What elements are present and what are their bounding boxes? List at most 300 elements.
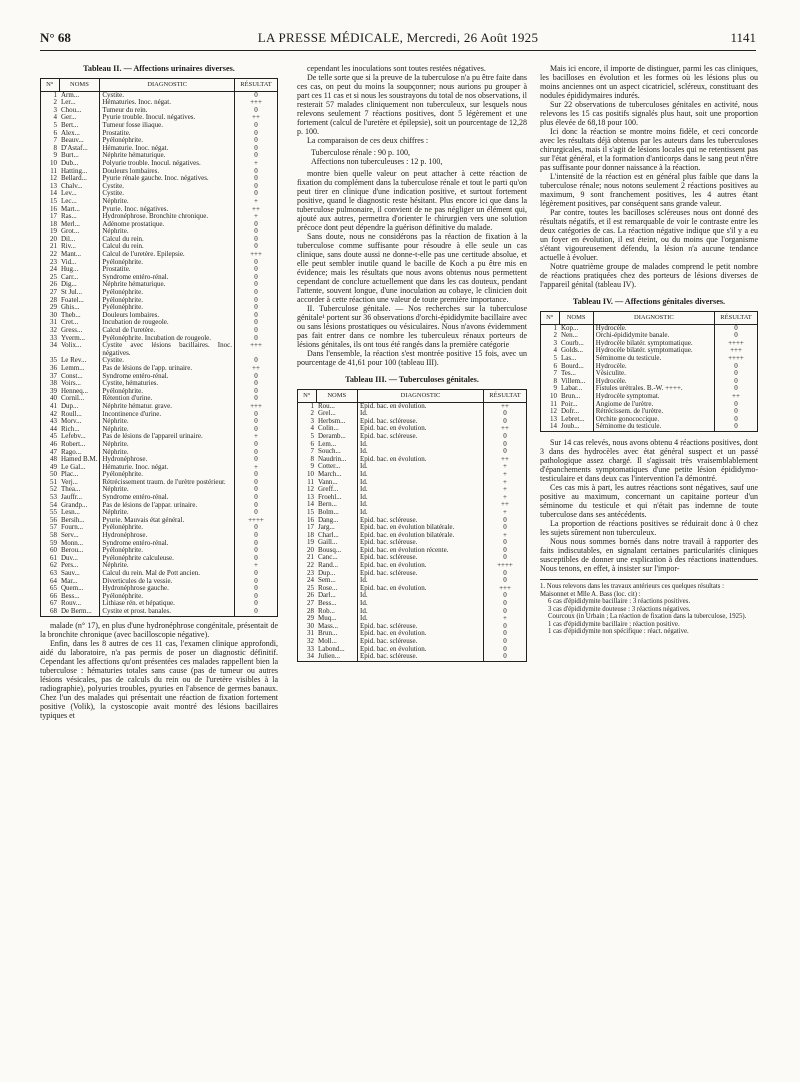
patient-name: Villem... xyxy=(561,376,586,385)
paragraph: Mais ici encore, il importe de distinguer, parmi les cas cliniques, les bacilloses en évolution et les formes où les lésions plus ou moins anciennes ont un aspect cicatriciel, scléreux, constituant des nodules épididymaires indurés. xyxy=(540,64,758,100)
result: 0 xyxy=(715,401,758,409)
row-number: 5 xyxy=(553,353,557,362)
quote-line: Tuberculose rénale : 90 p. 100, xyxy=(311,148,411,157)
row-number: 13 xyxy=(307,492,314,501)
diagnosis: Pyélonéphrite. xyxy=(100,289,235,297)
table-row xyxy=(541,423,757,431)
result: ++++ xyxy=(484,562,527,570)
patient-name: Lesn... xyxy=(61,508,80,517)
result: 0 xyxy=(235,243,278,251)
running-header xyxy=(40,30,756,51)
diagnosis: Néphrite. xyxy=(100,198,235,206)
result: + xyxy=(235,562,278,570)
patient-name: Morv... xyxy=(61,417,82,426)
patient-name: Julien... xyxy=(318,652,340,661)
diagnosis: Néphrite. xyxy=(100,486,235,494)
diagnosis: Epid. bac. scléreuse. xyxy=(358,623,484,631)
patient-name: Darl... xyxy=(318,591,336,600)
patient-name: Carr... xyxy=(61,272,79,281)
column-1-text xyxy=(40,621,278,720)
result: 0 xyxy=(235,388,278,396)
diagnosis: Epid. bac. scléreuse. xyxy=(358,418,484,426)
diagnosis: Cystite. xyxy=(100,183,235,191)
result: 0 xyxy=(235,168,278,176)
patient-name: Theb... xyxy=(61,310,81,319)
row-number: 31 xyxy=(50,318,57,327)
page-number: 1141 xyxy=(730,30,756,45)
row-number: 43 xyxy=(50,417,57,426)
diagnosis: Hydrocèle. xyxy=(593,363,714,371)
result: 0 xyxy=(235,266,278,274)
journal-title: LA PRESSE MÉDICALE, Mercredi, 26 Août 1925 xyxy=(257,30,539,45)
footnote-line: 3 cas d'épididymite douteuse : 3 réactions négatives. xyxy=(548,605,691,613)
patient-name: Labar... xyxy=(561,384,583,393)
row-number: 4 xyxy=(310,424,314,433)
patient-name: Charl... xyxy=(318,530,339,539)
paragraph: cependant les inoculations sont toutes restées négatives. xyxy=(307,64,486,73)
diagnosis: Epid. bac. en évolution. xyxy=(358,425,484,433)
diagnosis: Hématuries. Inoc. négat. xyxy=(100,99,235,107)
result: ++ xyxy=(235,206,278,214)
table-4 xyxy=(540,311,758,432)
diagnosis: Cystite. xyxy=(100,357,235,365)
patient-name: Bourd... xyxy=(561,361,584,370)
table-row xyxy=(41,608,277,616)
diagnosis: Néphrite. xyxy=(100,509,235,517)
row-number: 12 xyxy=(550,407,557,416)
column-3-text-top xyxy=(540,64,758,289)
quote-line: Affections non tuberculeuses : 12 p. 100, xyxy=(311,157,443,166)
diagnosis: Pyurie. Inoc. négatives. xyxy=(100,206,235,214)
result: 0 xyxy=(484,524,527,532)
patient-name: Bess... xyxy=(318,599,337,608)
row-number: 8 xyxy=(553,376,557,385)
patient-name: Ras... xyxy=(61,212,77,221)
patient-name: Vann... xyxy=(318,477,338,486)
row-number: 44 xyxy=(50,424,57,433)
row-number: 4 xyxy=(553,346,557,355)
table-2 xyxy=(40,78,278,617)
patient-name: Rou... xyxy=(318,401,335,410)
result: +++ xyxy=(484,585,527,593)
result: + xyxy=(484,615,527,623)
patient-name: Dofr... xyxy=(561,407,580,416)
paragraph: Ici donc la réaction se montre moins fidèle, et ceci concorde avec les résultats déjà obtenus par les auteurs dans les tuberculoses chirurgicales, mais il s'agit de lésions locales qui ne retentissent pas sur l'état général, et la formation d'anticorps dans le sang peut n'être pas suffisante pour donner naissance à la réaction. xyxy=(540,127,758,172)
patient-name: Brun... xyxy=(318,629,338,638)
table-3-title: Tableau III. — Tuberculoses génitales. xyxy=(345,375,479,384)
paragraph: Enfin, dans les 8 autres de ces 11 cas, l'examen clinique approfondi, aidé du laboratoire, n'a pas permis de poser un diagnostic définitif. Cependant les affections qu'ont présentées ces malades rappellent bien la tuberculose : hématuries totales sans cause (pas de tumeur ou autres lésions vésicales, pas de calculs du rein ou de l'uretère visibles à la radiographie), polyuries troubles, pyuries en l'absence de germes banaux. Chez l'un des malades qui présentait une réaction de fixation fortement positive (Volik), la cystoscopie avait montré des lésions bacillaires typiques et xyxy=(40,638,278,720)
result: ++ xyxy=(235,114,278,122)
result: + xyxy=(484,509,527,517)
result: 0 xyxy=(235,555,278,563)
diagnosis: Cystite, hématuries. xyxy=(100,380,235,388)
row-number: 24 xyxy=(307,576,314,585)
result: 0 xyxy=(715,370,758,378)
diagnosis: Syndrome entéro-rénal. xyxy=(100,274,235,282)
table-3 xyxy=(297,389,527,662)
diagnosis: Calcul du rein. Mal de Pott ancien. xyxy=(100,570,235,578)
paragraph: Ces cas mis à part, les autres réactions sont négatives, sauf une positive au maximum, concernant un capitaine porteur d'un séminome du testicule et qui n'était pas indemne de toute tuberculose dans ses antécédents. xyxy=(540,482,758,519)
result: 0 xyxy=(484,608,527,616)
patient-name: Roull... xyxy=(61,409,82,418)
row-number: 3 xyxy=(310,416,314,425)
row-number: 48 xyxy=(50,455,57,464)
diagnosis: Pyélonéphrite. xyxy=(100,297,235,305)
result: 0 xyxy=(235,578,278,586)
patient-name: Joub... xyxy=(561,422,580,431)
result: 0 xyxy=(235,509,278,517)
result: + xyxy=(235,198,278,206)
diagnosis: Calcul du rein. xyxy=(100,236,235,244)
result: 0 xyxy=(235,183,278,191)
diagnosis: Epid. bac. scléreuse. xyxy=(358,554,484,562)
diagnosis: Id. xyxy=(358,441,484,449)
row-number: 33 xyxy=(50,333,57,342)
result: 0 xyxy=(235,312,278,320)
row-number: 15 xyxy=(50,196,57,205)
patient-name: Verj... xyxy=(61,477,78,486)
row-number: 38 xyxy=(50,379,57,388)
result: 0 xyxy=(484,547,527,555)
diagnosis: Epid. bac. scléreuse. xyxy=(358,539,484,547)
row-number: 9 xyxy=(53,151,57,160)
row-number: 51 xyxy=(50,477,57,486)
patient-name: Froehl... xyxy=(318,492,342,501)
row-number: 19 xyxy=(50,227,57,236)
diagnosis: Adénome prostatique. xyxy=(100,221,235,229)
result: 0 xyxy=(235,130,278,138)
diagnosis: Pas de lésions de l'appareil urinaire. xyxy=(100,433,235,441)
diagnosis: Néphrite hématur. grave. xyxy=(100,403,235,411)
patient-name: Bellard... xyxy=(61,174,87,183)
diagnosis: Séminome du testicule. xyxy=(593,355,714,363)
patient-name: Poir... xyxy=(561,399,578,408)
diagnosis: Id. xyxy=(358,592,484,600)
paragraph: L'intensité de la réaction est en général plus faible que dans la tuberculose rénale; nous notons seulement 2 réactions positives au maximum, 9 sont franchement positives, les 4 autres étant légèrement positives, par conséquent sans grande valeur. xyxy=(540,172,758,208)
diagnosis: Epid. bac. en évolution. xyxy=(358,562,484,570)
diagnosis: Lithiase rén. et hépatique. xyxy=(100,600,235,608)
patient-name: Cret... xyxy=(61,318,79,327)
patient-name: Dub... xyxy=(61,158,79,167)
patient-name: Naudrin... xyxy=(318,454,347,463)
row-number: 16 xyxy=(307,515,314,524)
patient-name: Tes... xyxy=(561,369,576,378)
patient-name: Rob... xyxy=(318,606,335,615)
result: 0 xyxy=(235,585,278,593)
result: 0 xyxy=(235,274,278,282)
result: 0 xyxy=(484,441,527,449)
row-number: 1 xyxy=(53,90,57,99)
table-header-cell: RÉSULTAT xyxy=(715,312,758,324)
row-number: 3 xyxy=(53,105,57,114)
row-number: 40 xyxy=(50,394,57,403)
row-number: 8 xyxy=(53,143,57,152)
diagnosis: Rétention d'urine. xyxy=(100,395,235,403)
result: + xyxy=(235,160,278,168)
patient-name: Serv... xyxy=(61,531,79,540)
diagnosis: Hydrocèle symptomat. xyxy=(593,393,714,401)
row-number: 17 xyxy=(307,523,314,532)
row-number: 58 xyxy=(50,531,57,540)
row-number: 23 xyxy=(307,568,314,577)
patient-name: Gress... xyxy=(61,326,83,334)
patient-name: Foatel... xyxy=(61,295,84,304)
result: + xyxy=(484,463,527,471)
result: 0 xyxy=(235,319,278,327)
row-number: 13 xyxy=(550,414,557,423)
row-number: 36 xyxy=(50,363,57,372)
diagnosis: Néphrite. xyxy=(100,449,235,457)
result: + xyxy=(484,471,527,479)
diagnosis: Pyélonéphrite. xyxy=(100,471,235,479)
column-2-text-mid xyxy=(297,169,527,367)
patient-name: Labond... xyxy=(318,644,345,653)
patient-name: Chou... xyxy=(61,105,82,114)
result: 0 xyxy=(484,630,527,638)
patient-name: Dup... xyxy=(61,401,79,410)
diagnosis: Néphrite. xyxy=(100,418,235,426)
diagnosis: Hématurie. Inoc. négat. xyxy=(100,464,235,472)
result: 0 xyxy=(235,228,278,236)
row-number: 10 xyxy=(50,158,57,167)
patient-name: D'Astaf... xyxy=(61,143,88,152)
patient-name: Jarg... xyxy=(318,523,335,532)
patient-name: Nen... xyxy=(561,331,578,340)
patient-name: Gaill... xyxy=(318,538,338,547)
footnote-line: Courcoux (in Urbain ; La réaction de fixation dans la tuberculose, 1925). xyxy=(548,613,747,621)
diagnosis: Id. xyxy=(358,479,484,487)
row-number: 11 xyxy=(307,477,314,486)
result: 0 xyxy=(484,646,527,654)
result: 0 xyxy=(484,638,527,646)
diagnosis: Néphrite hématurique. xyxy=(100,152,235,160)
column-2 xyxy=(297,64,527,662)
diagnosis: Polyurie trouble. Inocul. négatives. xyxy=(100,160,235,168)
row-number: 22 xyxy=(307,561,314,570)
diagnosis: Epid. bac. en évolution bilatérale. xyxy=(358,524,484,532)
result: ++ xyxy=(715,393,758,401)
table-row xyxy=(41,251,277,259)
result: 0 xyxy=(235,540,278,548)
result: 0 xyxy=(484,592,527,600)
result: 0 xyxy=(235,175,278,183)
footnote-line: Maisonnet et Mlle A. Bass (loc. cit) : xyxy=(540,590,641,598)
diagnosis: Calcul de l'uretère. xyxy=(100,327,235,335)
result: 0 xyxy=(484,554,527,562)
row-number: 27 xyxy=(307,599,314,608)
row-number: 35 xyxy=(50,356,57,365)
diagnosis: Séminome du testicule. xyxy=(593,423,714,431)
result: ++ xyxy=(484,501,527,509)
result: ++ xyxy=(484,456,527,464)
footnote-line: 1 cas d'épididymite non spécifique : réact. négative. xyxy=(548,628,689,636)
paragraph: Sans doute, nous ne considérons pas la réaction de fixation à la tuberculose comme suffisante pour résoudre à elle seule un cas clinique, sans doute aussi ne donne-t-elle pas une certitude absolue, et elle peut sembler inutile quand le bacille de Koch a pu être mis en évidence; mais les résultats que nous avons obtenus nous permettent cependant de conclure actuellement que dans les cas douteux, pendant l'attente, souvent longue, d'une inoculation au cobaye, le clinicien doit accorder à cette réaction une valeur de toute première importance. xyxy=(297,232,527,304)
result: 0 xyxy=(484,570,527,578)
diagnosis: Angiome de l'urètre. xyxy=(593,401,714,409)
row-number: 2 xyxy=(310,409,314,418)
result: 0 xyxy=(235,259,278,267)
paragraph: De telle sorte que si la preuve de la tuberculose n'a pu être faite dans ces cas, on peut du moins la soupçonner; nous aurions pu grouper à part ces 11 cas et si nous les soustrayons du total de nos observations, il resterait 57 malades cliniquement non tuberculeux, sur lesquels nous relevons seulement 7 réactions positives, dont 5 légèrement et une fortement (calcul de l'uretère et épilepsie), soit un pourcentage de 12,28 p. 100. xyxy=(297,73,527,136)
row-number: 28 xyxy=(307,606,314,615)
patient-name: Alex... xyxy=(61,128,80,137)
diagnosis: Hydrocèle bilatér. symptomatique. xyxy=(593,340,714,348)
paragraph: malade (n° 17), en plus d'une hydronéphrose congénitale, présentait de la bronchite chronique (avec bacilloscopie négative). xyxy=(40,620,278,639)
patient-name: Grel... xyxy=(318,409,336,418)
patient-name: Mar... xyxy=(61,576,78,585)
result: 0 xyxy=(715,408,758,416)
row-number: 29 xyxy=(50,303,57,312)
patient-name: Bersih... xyxy=(61,515,85,524)
footnote-line: 6 cas d'épididymite bacillaire : 3 réactions positives. xyxy=(548,598,691,606)
diagnosis: Epid. bac. en évolution récente. xyxy=(358,547,484,555)
result: 0 xyxy=(235,502,278,510)
result: 0 xyxy=(235,426,278,434)
row-number: 22 xyxy=(50,250,57,259)
patient-name: Bolm... xyxy=(318,507,339,516)
diagnosis: Vésiculite. xyxy=(593,370,714,378)
result: ++ xyxy=(484,402,527,410)
patient-name: Hug... xyxy=(61,265,79,274)
diagnosis: Pyurie rénale gauche. Inoc. négatives. xyxy=(100,175,235,183)
row-number: 14 xyxy=(550,422,557,431)
row-number: 16 xyxy=(50,204,57,213)
diagnosis: Id. xyxy=(358,486,484,494)
diagnosis: Pyélonéphrite. Incubation de rougeole. xyxy=(100,335,235,343)
patient-name: Duv... xyxy=(61,553,78,562)
patient-name: Mart... xyxy=(61,204,80,213)
row-number: 57 xyxy=(50,523,57,532)
diagnosis: Pyélonéphrite. xyxy=(100,259,235,267)
patient-name: Kop... xyxy=(561,323,579,332)
result: + xyxy=(484,494,527,502)
patient-name: Riv... xyxy=(61,242,76,251)
result: 0 xyxy=(235,107,278,115)
patient-name: Pers... xyxy=(61,561,79,570)
patient-name: March... xyxy=(318,469,342,478)
result: + xyxy=(235,213,278,221)
diagnosis: Hydronéphrose. xyxy=(100,456,235,464)
diagnosis: Néphrite. xyxy=(100,441,235,449)
result: 0 xyxy=(715,363,758,371)
issue-number: N° 68 xyxy=(40,30,71,45)
row-number: 2 xyxy=(553,331,557,340)
patient-name: Burt... xyxy=(61,151,79,160)
result: 0 xyxy=(715,416,758,424)
diagnosis: Prostatite. xyxy=(100,130,235,138)
paragraph: Nous nous sommes bornés dans notre travail à rapporter des faits indiscutables, en signalant certaines particularités cliniques susceptibles de donner une explication à des réactions inattendues. Nous tenons, en effet, à insister sur l'impor- xyxy=(540,536,758,573)
patient-name: Brun... xyxy=(561,391,581,400)
comparison-quote xyxy=(297,148,527,166)
patient-name: Dig... xyxy=(61,280,77,289)
diagnosis: Id. xyxy=(358,577,484,585)
result: 0 xyxy=(235,373,278,381)
patient-name: Rich... xyxy=(61,424,80,433)
row-number: 30 xyxy=(307,621,314,630)
row-number: 25 xyxy=(50,272,57,281)
diagnosis: Hydronéphrose. xyxy=(100,532,235,540)
result: 0 xyxy=(484,517,527,525)
row-number: 2 xyxy=(53,98,57,107)
row-number: 31 xyxy=(307,629,314,638)
row-number: 12 xyxy=(50,174,57,183)
table-header-cell: RÉSULTAT xyxy=(235,79,278,91)
diagnosis: Douleurs lombaires. xyxy=(100,168,235,176)
diagnosis: Id. xyxy=(358,471,484,479)
diagnosis: Rétrécissement traum. de l'urètre postérieur. xyxy=(100,479,235,487)
patient-name: Cornil... xyxy=(61,394,85,403)
row-number: 26 xyxy=(307,591,314,600)
column-3-text-bottom xyxy=(540,438,758,573)
diagnosis: Rétrécissem. de l'urètre. xyxy=(593,408,714,416)
diagnosis: Syndrome entéro-rénal. xyxy=(100,373,235,381)
result: 0 xyxy=(235,608,278,616)
diagnosis: Calcul du rein. xyxy=(100,243,235,251)
diagnosis: Syndrome entéro-rénal. xyxy=(100,540,235,548)
diagnosis: Hydrocèle bilatér. symptomatique. xyxy=(593,347,714,355)
patient-name: Plac... xyxy=(61,470,79,479)
row-number: 23 xyxy=(50,257,57,266)
diagnosis: Tumeur fosse iliaque. xyxy=(100,122,235,130)
result: +++ xyxy=(235,342,278,357)
patient-name: Rand... xyxy=(318,561,339,570)
result: 0 xyxy=(235,357,278,365)
result: 0 xyxy=(484,623,527,631)
patient-name: Grandp... xyxy=(61,500,88,509)
row-number: 49 xyxy=(50,462,57,471)
row-number: 18 xyxy=(50,219,57,228)
result: 0 xyxy=(235,600,278,608)
row-number: 6 xyxy=(310,439,314,448)
row-number: 54 xyxy=(50,500,57,509)
row-number: 63 xyxy=(50,569,57,577)
patient-name: Lec... xyxy=(61,196,77,205)
patient-name: Chalv... xyxy=(61,181,83,190)
result: 0 xyxy=(235,494,278,502)
patient-name: Mant... xyxy=(61,250,82,259)
row-number: 1 xyxy=(310,401,314,410)
patient-name: Rouv... xyxy=(61,599,81,608)
row-number: 50 xyxy=(50,470,57,479)
row-number: 8 xyxy=(310,454,314,463)
table-row xyxy=(298,653,526,661)
patient-name: Muq... xyxy=(318,614,337,623)
patient-name: Rose... xyxy=(318,583,338,592)
paragraph: Notre quatrième groupe de malades comprend le petit nombre de réactions pratiquées chez des porteurs de lésions diverses de l'appareil génital (tableau IV). xyxy=(540,262,758,289)
row-number: 41 xyxy=(50,401,57,410)
paragraph: montre bien quelle valeur on peut attacher à cette réaction de fixation du complément dans la tuberculose rénale et tout le parti qu'on peut tirer en clinique d'une indication positive, et surtout fortement positive, quand le diagnostic reste hésitant. Plus encore ici que dans la tuberculose pulmonaire, il convient de ne pas négliger un élément qui, ajouté aux autres, permettra d'orienter le chirurgien vers une solution précoce dont peut dépendre la guérison définitive du malade. xyxy=(297,169,527,232)
patient-name: Beauv... xyxy=(61,136,84,145)
diagnosis: Pyélonéphrite. xyxy=(100,388,235,396)
patient-name: Courb... xyxy=(561,338,584,347)
result: 0 xyxy=(715,324,758,332)
table-row xyxy=(41,236,277,244)
diagnosis: Id. xyxy=(358,410,484,418)
result: ++ xyxy=(235,365,278,373)
patient-name: Jauffr... xyxy=(61,493,83,502)
result: 0 xyxy=(235,486,278,494)
row-number: 24 xyxy=(50,265,57,274)
column-2-text-top xyxy=(297,64,527,145)
row-number: 7 xyxy=(310,447,314,456)
result: 0 xyxy=(235,380,278,388)
diagnosis: Cystite. xyxy=(100,190,235,198)
patient-name: Colin... xyxy=(318,424,339,433)
table-header-cell: NOMS xyxy=(59,79,100,91)
row-number: 42 xyxy=(50,409,57,418)
table-4-title: Tableau IV. — Affections génitales diverses. xyxy=(572,297,726,306)
patient-name: Hamed B.M. xyxy=(61,455,98,464)
row-number: 6 xyxy=(53,128,57,137)
